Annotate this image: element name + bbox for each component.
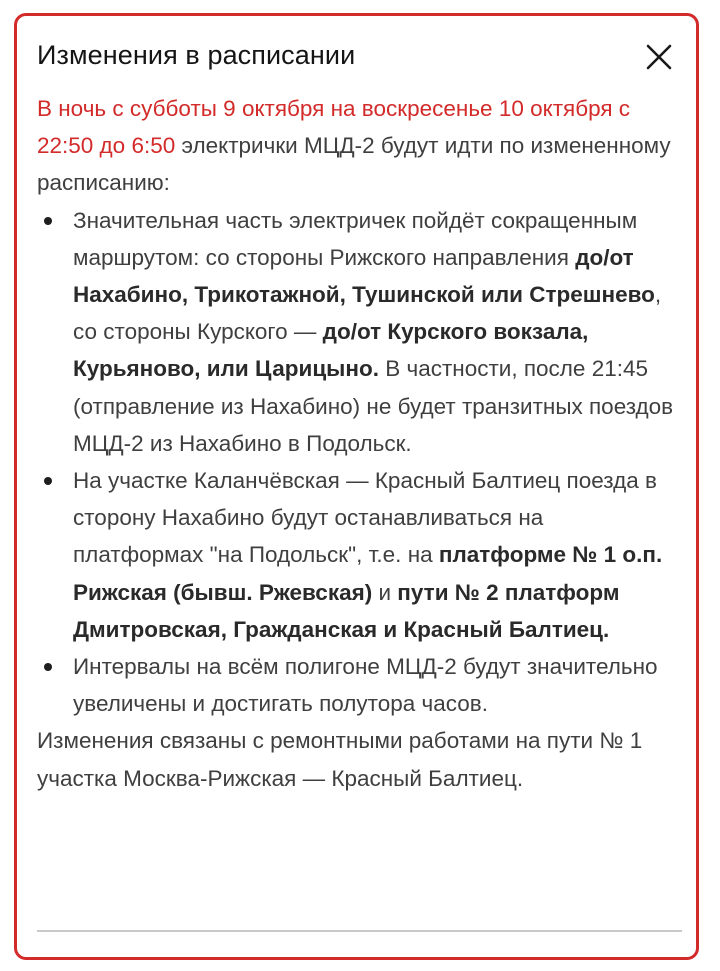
- dialog-body: [37, 90, 677, 797]
- dialog-title: Изменения в расписании: [37, 40, 356, 70]
- close-icon: [642, 40, 676, 74]
- list-item-bold-text: до/от Курского вокзала, Курьяново, или Царицыно.: [73, 319, 589, 382]
- list-item-bold-text: пути № 2 платформ Дмитровская, Гражданская и Красный Балтиец.: [73, 579, 620, 642]
- list-item-bold-text: до/от Нахабино, Трикотажной, Тушинской или Стрешнево: [73, 244, 655, 308]
- bullet-icon: [44, 663, 52, 671]
- list-item-text: Интервалы на всём полигоне МЦД-2 будут значительно увеличены и достигать полутора часов.: [73, 654, 658, 717]
- footer-note: Изменения связаны с ремонтными работами на пути № 1 участка Москва-Рижская — Красный Балтиец.: [37, 728, 643, 791]
- list-item-text: На участке Каланчёвская — Красный Балтиец поезда в сторону Нахабино будут останавливаться на платформах "на Подольск", т.е. на: [73, 468, 657, 568]
- intro-text: электрички МЦД-2 будут идти по измененному расписанию:: [37, 133, 671, 196]
- alert-time-text: с 22:50 до 6:50: [37, 96, 631, 159]
- alert-date-text: В ночь с субботы 9 октября на воскресенье 10 октября: [37, 96, 613, 121]
- dialog-header: [37, 36, 676, 78]
- list-item-text: , со стороны Курского —: [73, 282, 662, 345]
- schedule-changes-dialog: [14, 13, 699, 960]
- list-item: [37, 202, 677, 462]
- list-item: [37, 462, 677, 648]
- list-item-text: и: [372, 579, 398, 605]
- intro-paragraph: [37, 90, 677, 202]
- bullet-icon: [44, 217, 52, 225]
- list-item: [37, 648, 677, 722]
- bullet-icon: [44, 477, 52, 485]
- close-button[interactable]: [642, 40, 676, 74]
- list-item-bold-text: платформе № 1 о.п. Рижская (бывш. Ржевская): [73, 542, 663, 605]
- divider: [37, 930, 682, 932]
- changes-list: [37, 202, 677, 723]
- list-item-text: Значительная часть электричек пойдёт сокращенным маршрутом: со стороны Рижского направления: [73, 207, 638, 270]
- list-item-text: В частности, после 21:45 (отправление из Нахабино) не будет транзитных поездов МЦД-2 из Нахабино в Подольск.: [73, 356, 674, 456]
